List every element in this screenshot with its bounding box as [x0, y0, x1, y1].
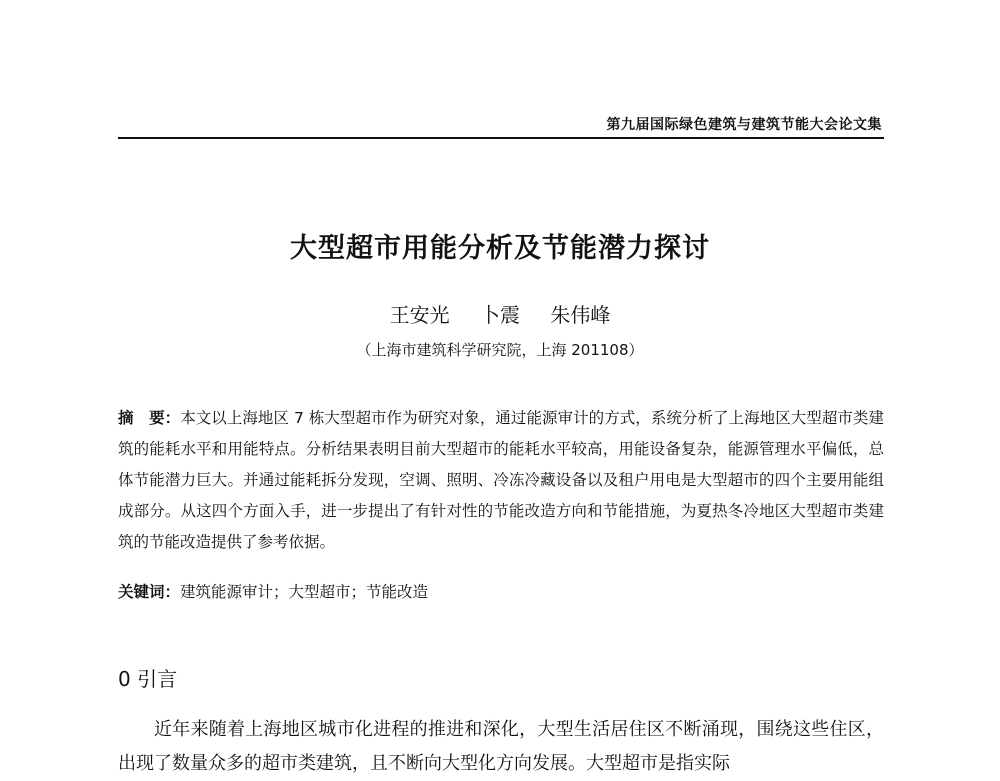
- author-name: 卜震: [480, 303, 520, 327]
- abstract-label: 摘 要：: [118, 409, 181, 427]
- author-name: 王安光: [389, 303, 450, 327]
- running-header: 第九届国际绿色建筑与建筑节能大会论文集: [606, 117, 882, 133]
- body-paragraph: 近年来随着上海地区城市化进程的推进和深化，大型生活居住区不断涌现，围绕这些住区，出现了数量众多的超市类建筑，且不断向大型化方向发展。大型超市是指实际: [118, 719, 884, 774]
- keywords: [118, 577, 884, 608]
- header-rule: [118, 137, 884, 139]
- author-list: [0, 299, 1000, 328]
- affiliation: （上海市建筑科学研究院，上海 201108）: [356, 341, 644, 359]
- section-heading: 0 引言: [118, 667, 178, 691]
- abstract: [118, 403, 884, 558]
- keywords-text: 建筑能源审计；大型超市；节能改造: [180, 583, 429, 601]
- abstract-text: 本文以上海地区 7 栋大型超市作为研究对象，通过能源审计的方式，系统分析了上海地区大型超市类建筑的能耗水平和用能特点。分析结果表明目前大型超市的能耗水平较高，用能设备复杂，能源管理水平偏低，总体节能潜力巨大。并通过能耗拆分发现，空调、照明、冷冻冷藏设备以及租户用电是大型超市的四个主要用能组成部分。从这四个方面入手，进一步提出了有针对性的节能改造方向和节能措施，为夏热冬冷地区大型超市类建筑的节能改造提供了参考依据。: [118, 409, 884, 551]
- keywords-label: 关键词：: [118, 583, 181, 601]
- paper-title: 大型超市用能分析及节能潜力探讨: [290, 233, 710, 264]
- author-name: 朱伟峰: [550, 303, 611, 327]
